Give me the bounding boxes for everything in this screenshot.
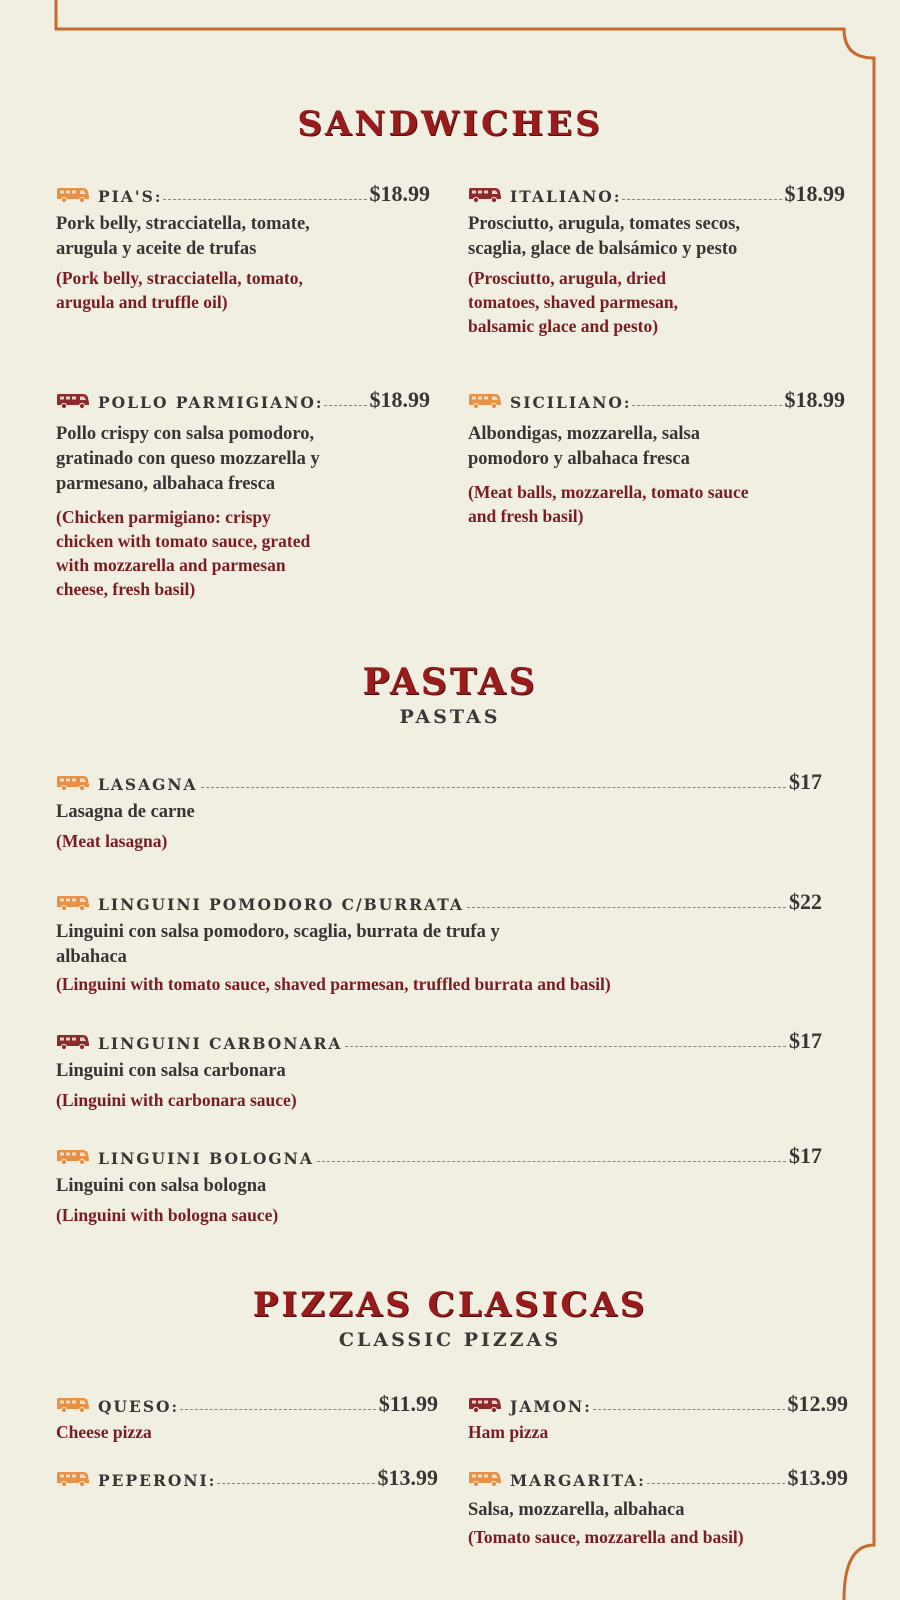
leader-dots [467,907,786,908]
item-colon: : [154,188,161,206]
item-translation: Cheese pizza [56,1422,152,1442]
item-description: Lasagna de carne [56,802,195,822]
item-price: $18.99 [784,387,845,412]
leader-dots [217,1483,374,1484]
item-name: SICILIANO [510,393,624,412]
item-description: Albondigas, mozzarella, salsa pomodoro y albahaca fresca [468,424,700,469]
leader-dots [632,405,781,406]
section-subtitle-pizzas: CLASSIC PIZZAS [338,1329,562,1351]
menu-item-siciliano [468,386,845,528]
item-translation: (Linguini with tomato sauce, shaved parmesan, truffled burrata and basil) [56,974,611,994]
item-price: $22 [789,889,822,914]
food-truck-icon [468,1397,502,1413]
item-colon: : [613,188,620,206]
item-name: JAMON [510,1397,585,1416]
menu-item-pias [56,180,430,314]
item-translation: (Tomato sauce, mozzarella and basil) [468,1527,744,1547]
leader-dots [324,405,366,406]
menu-item-italiano [468,180,845,338]
item-description: Salsa, mozzarella, albahaca [468,1500,685,1520]
item-colon: : [171,1398,178,1416]
item-colon: : [584,1398,590,1416]
item-translation: (Meat balls, mozzarella, tomato sauce and fresh basil) [468,482,749,526]
food-truck-icon [56,775,90,791]
item-price: $17 [789,1143,822,1168]
item-price: $18.99 [784,181,845,206]
item-description: Linguini con salsa carbonara [56,1061,286,1081]
leader-dots [317,1161,786,1162]
food-truck-icon [56,1397,90,1413]
food-truck-icon [468,393,502,409]
menu-item-linguini-pomodoro [56,888,822,996]
food-truck-icon [56,1149,90,1165]
item-name: LASAGNA [98,775,198,794]
food-truck-icon [56,393,90,409]
item-price: $13.99 [787,1465,848,1490]
item-translation: Ham pizza [468,1422,549,1442]
item-translation: (Prosciutto, arugula, dried tomatoes, shaved parmesan, balsamic glace and pesto) [468,268,678,336]
item-name: MARGARITA [510,1471,639,1490]
food-truck-icon [468,187,502,203]
item-colon: : [638,1472,644,1490]
food-truck-icon [56,1471,90,1487]
item-price: $11.99 [378,1391,438,1416]
food-truck-icon [56,895,90,911]
leader-dots [163,199,366,200]
item-colon: : [315,394,322,412]
menu-item-queso [56,1390,438,1444]
item-price: $12.99 [787,1391,848,1416]
item-name: QUESO [98,1397,172,1416]
food-truck-icon [56,1034,90,1050]
menu-item-linguini-carbonara [56,1027,822,1112]
item-colon: : [623,394,630,412]
section-subtitle-pastas: PASTAS [399,706,501,728]
item-translation: (Pork belly, stracciatella, tomato, arugula and truffle oil) [56,268,303,312]
leader-dots [201,787,786,788]
item-name: LINGUINI BOLOGNA [98,1149,314,1168]
food-truck-icon [468,1471,502,1487]
item-name: ITALIANO [510,187,614,206]
item-price: $17 [789,769,822,794]
item-price: $18.99 [369,181,430,206]
item-translation: (Chicken parmigiano: crispy chicken with tomato sauce, grated with mozzarella and parmesan cheese, fresh basil) [56,507,311,599]
item-price: $13.99 [377,1465,438,1490]
item-description: Pork belly, stracciatella, tomate, arugula y aceite de trufas [56,214,310,259]
item-name: POLLO PARMIGIANO [98,393,316,412]
item-colon: : [208,1472,215,1490]
menu-item-peperoni [56,1464,438,1490]
item-name: PEPERONI [98,1471,209,1490]
section-title-pastas: PASTAS [362,661,538,703]
menu-item-margarita [468,1464,848,1549]
item-description: Prosciutto, arugula, tomates secos, scaglia, glace de balsámico y pesto [468,214,740,259]
menu-item-lasagna [56,768,822,853]
section-title-pizzas: PIZZAS CLASICAS [252,1285,648,1325]
leader-dots [180,1409,376,1410]
item-name: LINGUINI CARBONARA [98,1034,343,1053]
item-name: LINGUINI POMODORO C/BURRATA [98,895,464,914]
food-truck-icon [56,187,90,203]
item-translation: (Linguini with bologna sauce) [56,1205,279,1225]
item-name: PIA'S [98,187,155,206]
item-translation: (Linguini with carbonara sauce) [56,1090,297,1110]
item-translation: (Meat lasagna) [56,831,168,851]
leader-dots [622,199,781,200]
menu-item-pollo-parmigiano [56,386,430,601]
item-price: $17 [789,1028,822,1053]
leader-dots [647,1483,785,1484]
item-description: Linguini con salsa bologna [56,1176,267,1196]
menu-item-jamon [468,1390,848,1444]
section-title-sandwiches: SANDWICHES [297,104,603,144]
leader-dots [345,1046,786,1047]
item-description: Linguini con salsa pomodoro, scaglia, burrata de trufa y albahaca [56,922,500,967]
menu-item-linguini-bologna [56,1142,822,1227]
item-price: $18.99 [369,387,430,412]
item-description: Pollo crispy con salsa pomodoro, gratinado con queso mozzarella y parmesano, albahaca fresca [56,424,320,494]
leader-dots [593,1409,785,1410]
